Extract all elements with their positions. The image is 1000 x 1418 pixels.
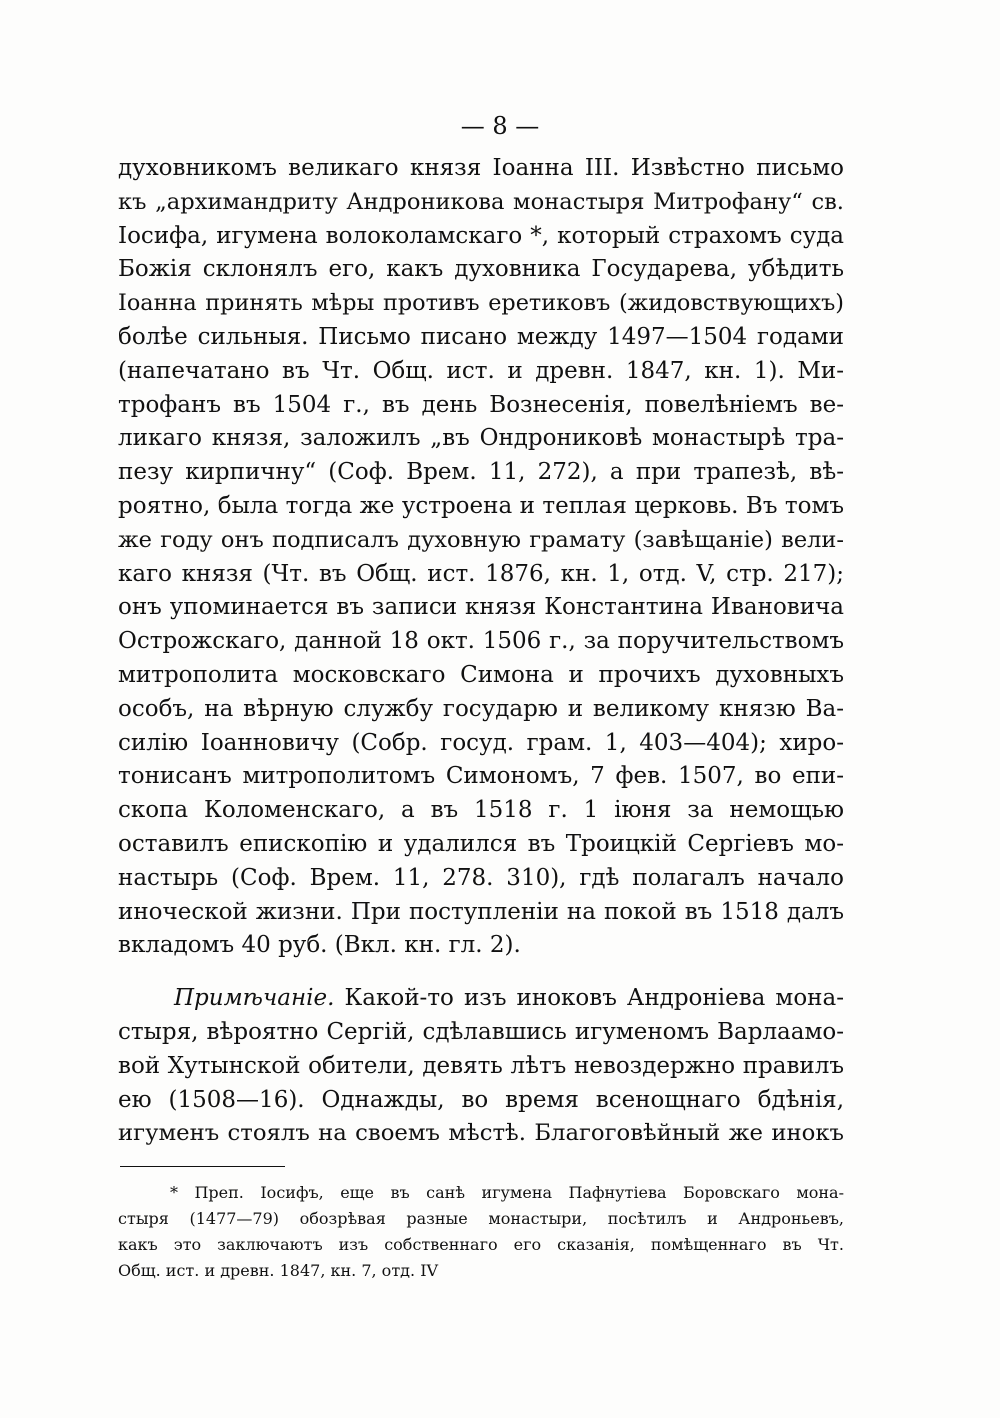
text-line: онъ упоминается въ записи князя Константина Ивановича — [118, 594, 844, 621]
text-line: игуменъ стоялъ на своемъ мѣстѣ. Благоговѣйный же инокъ — [118, 1120, 844, 1147]
text-line: оставилъ епископію и удалился въ Троицкій Сергіевъ мо- — [118, 830, 844, 857]
text-line: настырь (Соф. Врем. 11, 278. 310), гдѣ полагалъ начало — [118, 864, 844, 891]
text-line: Божія склонялъ его, какъ духовника Государева, убѣдить — [118, 256, 844, 283]
note-lead: Примѣчаніе. — [174, 985, 335, 1012]
note-first-line-text: Какой-то изъ иноковъ Андроніева мона- — [334, 985, 844, 1012]
text-line: особъ, на вѣрную службу государю и великому князю Ва- — [118, 695, 844, 722]
text-line: духовникомъ великаго князя Іоанна III. Извѣстно письмо — [118, 155, 844, 181]
text-line: же году онъ подписалъ духовную грамату (завѣщаніе) вели- — [118, 526, 844, 553]
footnote-line: стыря (1477—79) обозрѣвая разные монастыри, посѣтилъ и Андроньевъ, — [118, 1209, 844, 1228]
text-line: ликаго князя, заложилъ „въ Ондрониковѣ монастырѣ тра- — [118, 425, 844, 452]
text-line: скопа Коломенскаго, а въ 1518 г. 1 іюня за немощью — [118, 797, 844, 824]
page-number: — 8 — — [460, 112, 540, 140]
text-line: болѣе сильныя. Письмо писано между 1497—1504 годами — [118, 323, 844, 350]
text-line: роятно, была тогда же устроена и теплая церковь. Въ томъ — [118, 492, 844, 519]
text-line: трофанъ въ 1504 г., въ день Вознесенія, повелѣніемъ ве- — [118, 391, 844, 418]
text-line: стыря, вѣроятно Сергій, сдѣлавшись игуменомъ Варлаамо- — [118, 1018, 844, 1045]
text-line: вкладомъ 40 руб. (Вкл. кн. гл. 2). — [118, 932, 521, 959]
note-first-line — [118, 982, 844, 1016]
text-line: къ „архимандриту Андроникова монастыря Митрофану“ св. — [118, 188, 844, 215]
text-line: иноческой жизни. При поступленіи на покой въ 1518 далъ — [118, 898, 844, 925]
footnote-line: Общ. ист. и древн. 1847, кн. 7, отд. IV — [118, 1261, 439, 1280]
text-line: вой Хутынской обители, девять лѣтъ невоздержно правилъ — [118, 1052, 844, 1079]
footnote-line: какъ это заключаютъ изъ собственнаго его сказанія, помѣщеннаго въ Чт. — [118, 1235, 844, 1254]
text-line: каго князя (Чт. въ Общ. ист. 1876, кн. 1, отд. V, стр. 217); — [118, 560, 844, 587]
text-line: пезу кирпичну“ (Соф. Врем. 11, 272), а при трапезѣ, вѣ- — [118, 459, 844, 486]
text-line: силію Іоанновичу (Собр. госуд. грам. 1, 403—404); хиро- — [118, 729, 844, 756]
text-line: митрополита московскаго Симона и прочихъ духовныхъ — [118, 661, 844, 688]
text-line: Іоанна принять мѣры противъ еретиковъ (жидовствующихъ) — [118, 290, 844, 317]
text-line: (напечатано въ Чт. Общ. ист. и древн. 1847, кн. 1). Ми- — [118, 357, 844, 384]
footnote-line — [118, 1180, 844, 1206]
text-line: Іосифа, игумена волоколамскаго *, который страхомъ суда — [118, 222, 844, 249]
footnote-divider — [120, 1166, 285, 1167]
footnote-line-text: * Преп. Іосифъ, еще въ санѣ игумена Пафнутіева Боровскаго мона- — [170, 1183, 844, 1202]
paragraph-gap — [118, 963, 844, 982]
main-text — [118, 152, 844, 1151]
footnote — [118, 1180, 844, 1284]
text-line: тонисанъ митрополитомъ Симономъ, 7 фев. 1507, во епи- — [118, 763, 844, 790]
text-line: ею (1508—16). Однажды, во время всенощнаго бдѣнія, — [118, 1086, 844, 1113]
text-line: Острожскаго, данной 18 окт. 1506 г., за поручительствомъ — [118, 628, 844, 655]
